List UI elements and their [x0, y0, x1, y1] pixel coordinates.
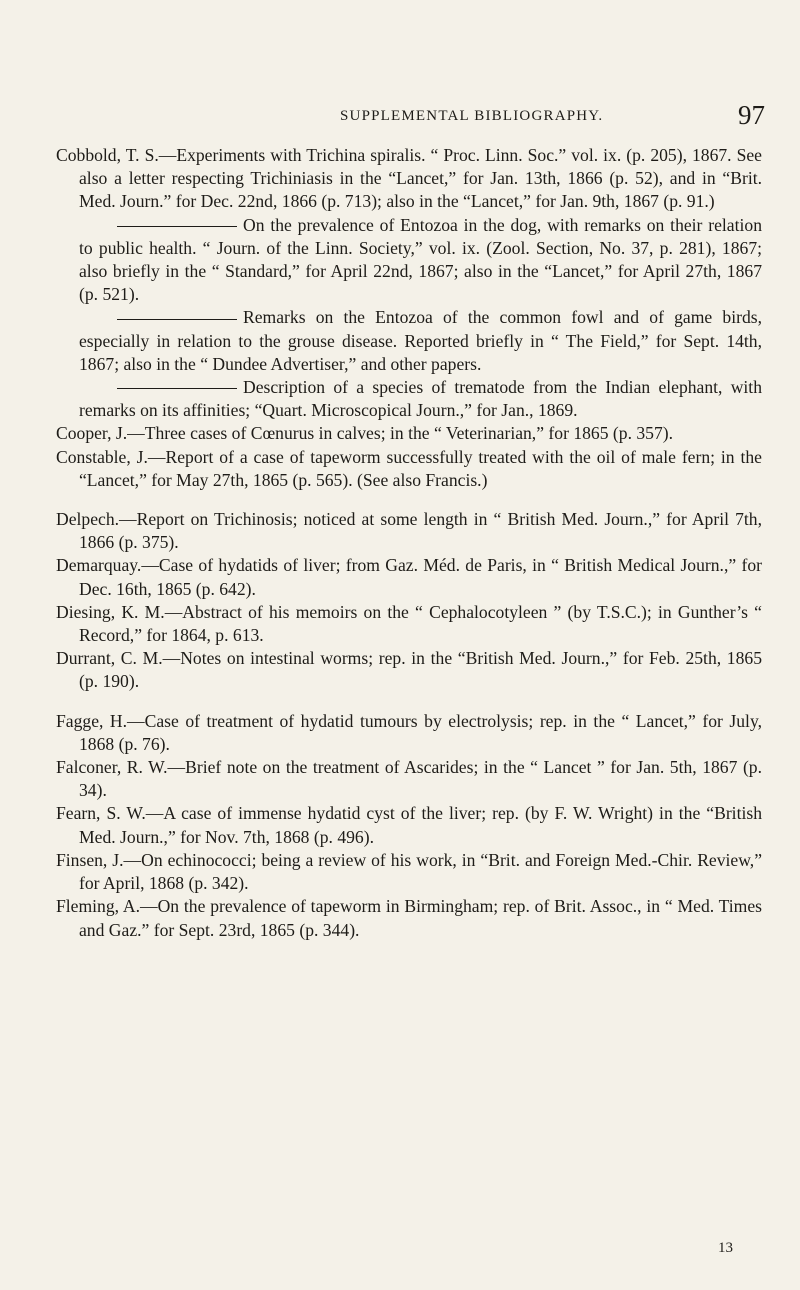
ditto-rule	[117, 226, 237, 227]
entry-fleming: Fleming, A.—On the prevalence of tapeworm in Birmingham; rep. of Brit. Assoc., in “ Med. Times and Gaz.” for Sept. 23rd, 1865 (p. 344).	[56, 896, 762, 940]
entry-cobbold-trematode: Description of a species of trematode from the Indian elephant, with remarks on its affinities; “Quart. Microscopical Journ.,” for Jan., 1869.	[79, 377, 762, 421]
entry-falconer: Falconer, R. W.—Brief note on the treatment of Ascarides; in the “ Lancet ” for Jan. 5th, 1867 (p. 34).	[56, 757, 762, 801]
signature-mark: 13	[718, 1240, 733, 1256]
bibliography-entries	[56, 144, 762, 942]
section-gap	[56, 492, 762, 508]
entry-fagge: Fagge, H.—Case of treatment of hydatid tumours by electrolysis; rep. in the “ Lancet,” for July, 1868 (p. 76).	[56, 710, 762, 754]
page-header	[0, 100, 800, 134]
ditto-rule	[117, 319, 237, 320]
ditto-rule	[117, 388, 237, 389]
page-number: 97	[738, 100, 765, 130]
entry-cobbold-fowl: Remarks on the Entozoa of the common fowl and of game birds, especially in relation to the grouse disease. Reported briefly in “ The Field,” for Sept. 14th, 1867; also in the “ Dundee Advertiser,” and other papers.	[79, 307, 762, 374]
entry-cobbold-entozoa-dog: On the prevalence of Entozoa in the dog, with remarks on their relation to public health. “ Journ. of the Linn. Society,” vol. ix. (Zool. Section, No. 37, p. 281), 1867; also briefly in the “ Standard,” for April 22nd, 1867; also in the “Lancet,” for April 27th, 1867 (p. 521).	[79, 214, 762, 305]
section-gap	[56, 694, 762, 710]
running-head: SUPPLEMENTAL BIBLIOGRAPHY.	[340, 108, 604, 124]
entry-fearn: Fearn, S. W.—A case of immense hydatid cyst of the liver; rep. (by F. W. Wright) in the “British Med. Journ.,” for Nov. 7th, 1868 (p. 496).	[56, 803, 762, 847]
entry-diesing: Diesing, K. M.—Abstract of his memoirs on the “ Cephalocotyleen ” (by T.S.C.); in Gunther’s “ Record,” for 1864, p. 613.	[56, 601, 762, 646]
entry-durrant: Durrant, C. M.—Notes on intestinal worms; rep. in the “British Med. Journ.,” for Feb. 25th, 1865 (p. 190).	[56, 648, 762, 692]
entry-finsen: Finsen, J.—On echinococci; being a review of his work, in “Brit. and Foreign Med.-Chir. Review,” for April, 1868 (p. 342).	[56, 849, 762, 894]
entry-cooper: Cooper, J.—Three cases of Cœnurus in calves; in the “ Veterinarian,” for 1865 (p. 357).	[56, 423, 674, 444]
entry-constable: Constable, J.—Report of a case of tapeworm successfully treated with the oil of male fern; in the “Lancet,” for May 27th, 1865 (p. 565). (See also Francis.)	[56, 446, 762, 490]
entry-demarquay: Demarquay.—Case of hydatids of liver; from Gaz. Méd. de Paris, in “ British Medical Journ.,” for Dec. 16th, 1865 (p. 642).	[56, 555, 762, 599]
entry-cobbold-trichina: Cobbold, T. S.—Experiments with Trichina spiralis. “ Proc. Linn. Soc.” vol. ix. (p. 205), 1867. See also a letter respecting Trichiniasis in the “Lancet,” for Jan. 13th, 1866 (p. 52), and in “Brit. Med. Journ.” for Dec. 22nd, 1866 (p. 713); also in the “Lancet,” for Jan. 9th, 1867 (p. 91.)	[56, 145, 762, 212]
entry-delpech: Delpech.—Report on Trichinosis; noticed at some length in “ British Med. Journ.,” for April 7th, 1866 (p. 375).	[56, 509, 762, 553]
